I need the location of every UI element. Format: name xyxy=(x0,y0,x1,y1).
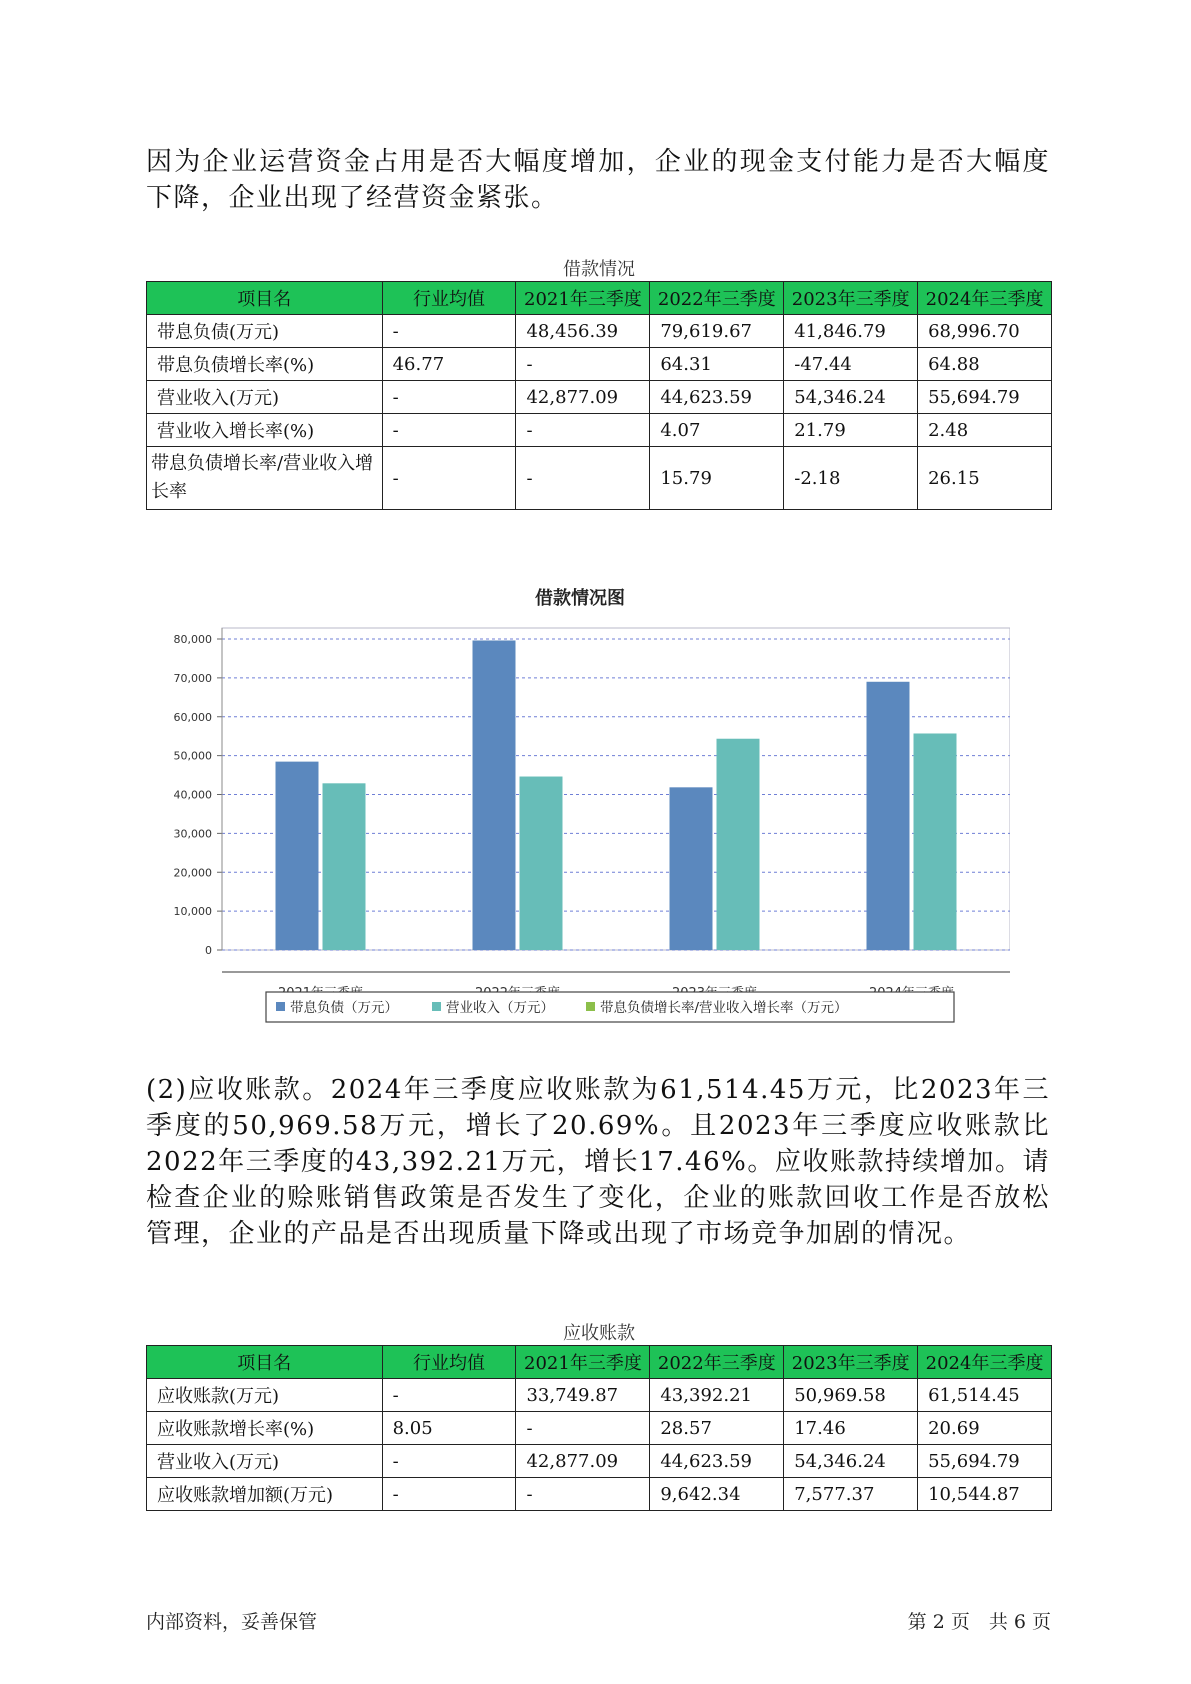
table-cell: 55,694.79 xyxy=(918,1445,1052,1478)
table-row xyxy=(147,414,1052,447)
legend-swatch xyxy=(432,1002,441,1011)
table-cell: 43,392.21 xyxy=(650,1379,784,1412)
table-caption-receivables: 应收账款 xyxy=(563,1323,635,1344)
table-cell: 7,577.37 xyxy=(784,1478,918,1511)
y-tick-label: 0 xyxy=(205,944,212,957)
table-cell: - xyxy=(382,381,516,414)
table-cell: 4.07 xyxy=(650,414,784,447)
y-tick-label: 70,000 xyxy=(173,671,212,685)
receivables-paragraph: (2)应收账款。2024年三季度应收账款为61,514.45万元，比2023年三季度的50,969.58万元，增长了20.69%。且2023年三季度应收账款比2022年三季度的43,392.21万元，增长17.46%。应收账款持续增加。请检查企业的赊账销售政策是否发生了变化，企业的账款回收工作是否放松管理，企业的产品是否出现质量下降或出现了市场竞争加剧的情况。 xyxy=(146,1075,1050,1249)
table-cell: 61,514.45 xyxy=(918,1379,1052,1412)
table-cell: 42,877.09 xyxy=(516,381,650,414)
table-cell: 54,346.24 xyxy=(784,1445,918,1478)
table-cell: 79,619.67 xyxy=(650,315,784,348)
bar-revenue xyxy=(323,783,366,950)
table-cell: 应收账款增长率(%) xyxy=(147,1412,383,1445)
table-row xyxy=(147,315,1052,348)
footer-page-number: 第 2 页 共 6 页 xyxy=(907,1611,1051,1633)
table-row xyxy=(147,447,1052,510)
header-2021q3: 2021年三季度 xyxy=(516,282,650,315)
table-cell: - xyxy=(516,1412,650,1445)
table-cell: 带息负债(万元) xyxy=(147,315,383,348)
y-tick-label: 60,000 xyxy=(173,710,212,724)
y-tick-label: 20,000 xyxy=(173,866,212,880)
y-tick-label: 40,000 xyxy=(173,788,212,802)
table-cell: 44,623.59 xyxy=(650,1445,784,1478)
table-row xyxy=(147,1412,1052,1445)
footer-confidential-note: 内部资料，妥善保管 xyxy=(146,1611,318,1633)
loans-table xyxy=(146,281,1052,510)
table-cell: 64.88 xyxy=(918,348,1052,381)
table-cell: 68,996.70 xyxy=(918,315,1052,348)
table-cell: 42,877.09 xyxy=(516,1445,650,1478)
bar-debt xyxy=(276,762,319,950)
y-tick-label: 10,000 xyxy=(173,905,212,919)
header-2023q3: 2023年三季度 xyxy=(784,282,918,315)
table-cell: 营业收入(万元) xyxy=(147,1445,383,1478)
loans-bar-chart xyxy=(150,588,1010,1028)
table-cell: 17.46 xyxy=(784,1412,918,1445)
header-item-name: 项目名 xyxy=(147,1346,383,1379)
table-header-row xyxy=(147,282,1052,315)
legend-swatch xyxy=(586,1002,595,1011)
table-cell: 带息负债增长率/营业收入增长率 xyxy=(147,447,383,510)
table-cell: 41,846.79 xyxy=(784,315,918,348)
header-industry-avg: 行业均值 xyxy=(382,1346,516,1379)
chart-title: 借款情况图 xyxy=(535,588,625,609)
table-cell: -2.18 xyxy=(784,447,918,510)
table-cell: 21.79 xyxy=(784,414,918,447)
header-2023q3: 2023年三季度 xyxy=(784,1346,918,1379)
intro-paragraph: 因为企业运营资金占用是否大幅度增加，企业的现金支付能力是否大幅度下降，企业出现了经营资金紧张。 xyxy=(146,147,1050,213)
table-cell: 10,544.87 xyxy=(918,1478,1052,1511)
table-cell: 20.69 xyxy=(918,1412,1052,1445)
table-row xyxy=(147,348,1052,381)
header-2024q3: 2024年三季度 xyxy=(918,282,1052,315)
table-caption-loans: 借款情况 xyxy=(563,259,635,280)
bar-revenue xyxy=(914,733,957,950)
table-cell: 54,346.24 xyxy=(784,381,918,414)
table-cell: 50,969.58 xyxy=(784,1379,918,1412)
bar-revenue xyxy=(520,777,563,950)
table-cell: 64.31 xyxy=(650,348,784,381)
table-cell: 应收账款增加额(万元) xyxy=(147,1478,383,1511)
table-cell: - xyxy=(382,1379,516,1412)
header-2021q3: 2021年三季度 xyxy=(516,1346,650,1379)
table-cell: - xyxy=(516,348,650,381)
header-item-name: 项目名 xyxy=(147,282,383,315)
table-row xyxy=(147,1445,1052,1478)
table-header-row xyxy=(147,1346,1052,1379)
table-cell: 9,642.34 xyxy=(650,1478,784,1511)
table-cell: - xyxy=(516,1478,650,1511)
table-row xyxy=(147,381,1052,414)
header-industry-avg: 行业均值 xyxy=(382,282,516,315)
table-row xyxy=(147,1478,1052,1511)
y-tick-label: 30,000 xyxy=(173,827,212,841)
table-cell: 46.77 xyxy=(382,348,516,381)
legend-label: 带息负债（万元） xyxy=(290,1000,398,1016)
bar-debt xyxy=(670,787,713,950)
table-cell: 48,456.39 xyxy=(516,315,650,348)
header-2022q3: 2022年三季度 xyxy=(650,282,784,315)
legend-label: 带息负债增长率/营业收入增长率（万元） xyxy=(600,1000,848,1016)
table-cell: - xyxy=(516,414,650,447)
legend-swatch xyxy=(276,1002,285,1011)
table-cell: 44,623.59 xyxy=(650,381,784,414)
bar-revenue xyxy=(717,739,760,950)
table-cell: -47.44 xyxy=(784,348,918,381)
table-cell: - xyxy=(382,414,516,447)
table-cell: 营业收入(万元) xyxy=(147,381,383,414)
table-cell: - xyxy=(382,1445,516,1478)
y-tick-label: 50,000 xyxy=(173,749,212,763)
table-cell: 营业收入增长率(%) xyxy=(147,414,383,447)
table-cell: - xyxy=(382,1478,516,1511)
table-cell: - xyxy=(382,315,516,348)
table-cell: - xyxy=(516,447,650,510)
table-cell: 33,749.87 xyxy=(516,1379,650,1412)
table-cell: 8.05 xyxy=(382,1412,516,1445)
header-2022q3: 2022年三季度 xyxy=(650,1346,784,1379)
table-cell: 应收账款(万元) xyxy=(147,1379,383,1412)
table-cell: 15.79 xyxy=(650,447,784,510)
table-cell: 26.15 xyxy=(918,447,1052,510)
table-cell: 28.57 xyxy=(650,1412,784,1445)
legend-label: 营业收入（万元） xyxy=(446,1000,554,1016)
table-cell: - xyxy=(382,447,516,510)
y-tick-label: 80,000 xyxy=(173,633,212,646)
table-cell: 55,694.79 xyxy=(918,381,1052,414)
receivables-table xyxy=(146,1345,1052,1511)
table-cell: 2.48 xyxy=(918,414,1052,447)
header-2024q3: 2024年三季度 xyxy=(918,1346,1052,1379)
table-cell: 带息负债增长率(%) xyxy=(147,348,383,381)
table-row xyxy=(147,1379,1052,1412)
bar-debt xyxy=(473,640,516,950)
bar-debt xyxy=(867,682,910,950)
